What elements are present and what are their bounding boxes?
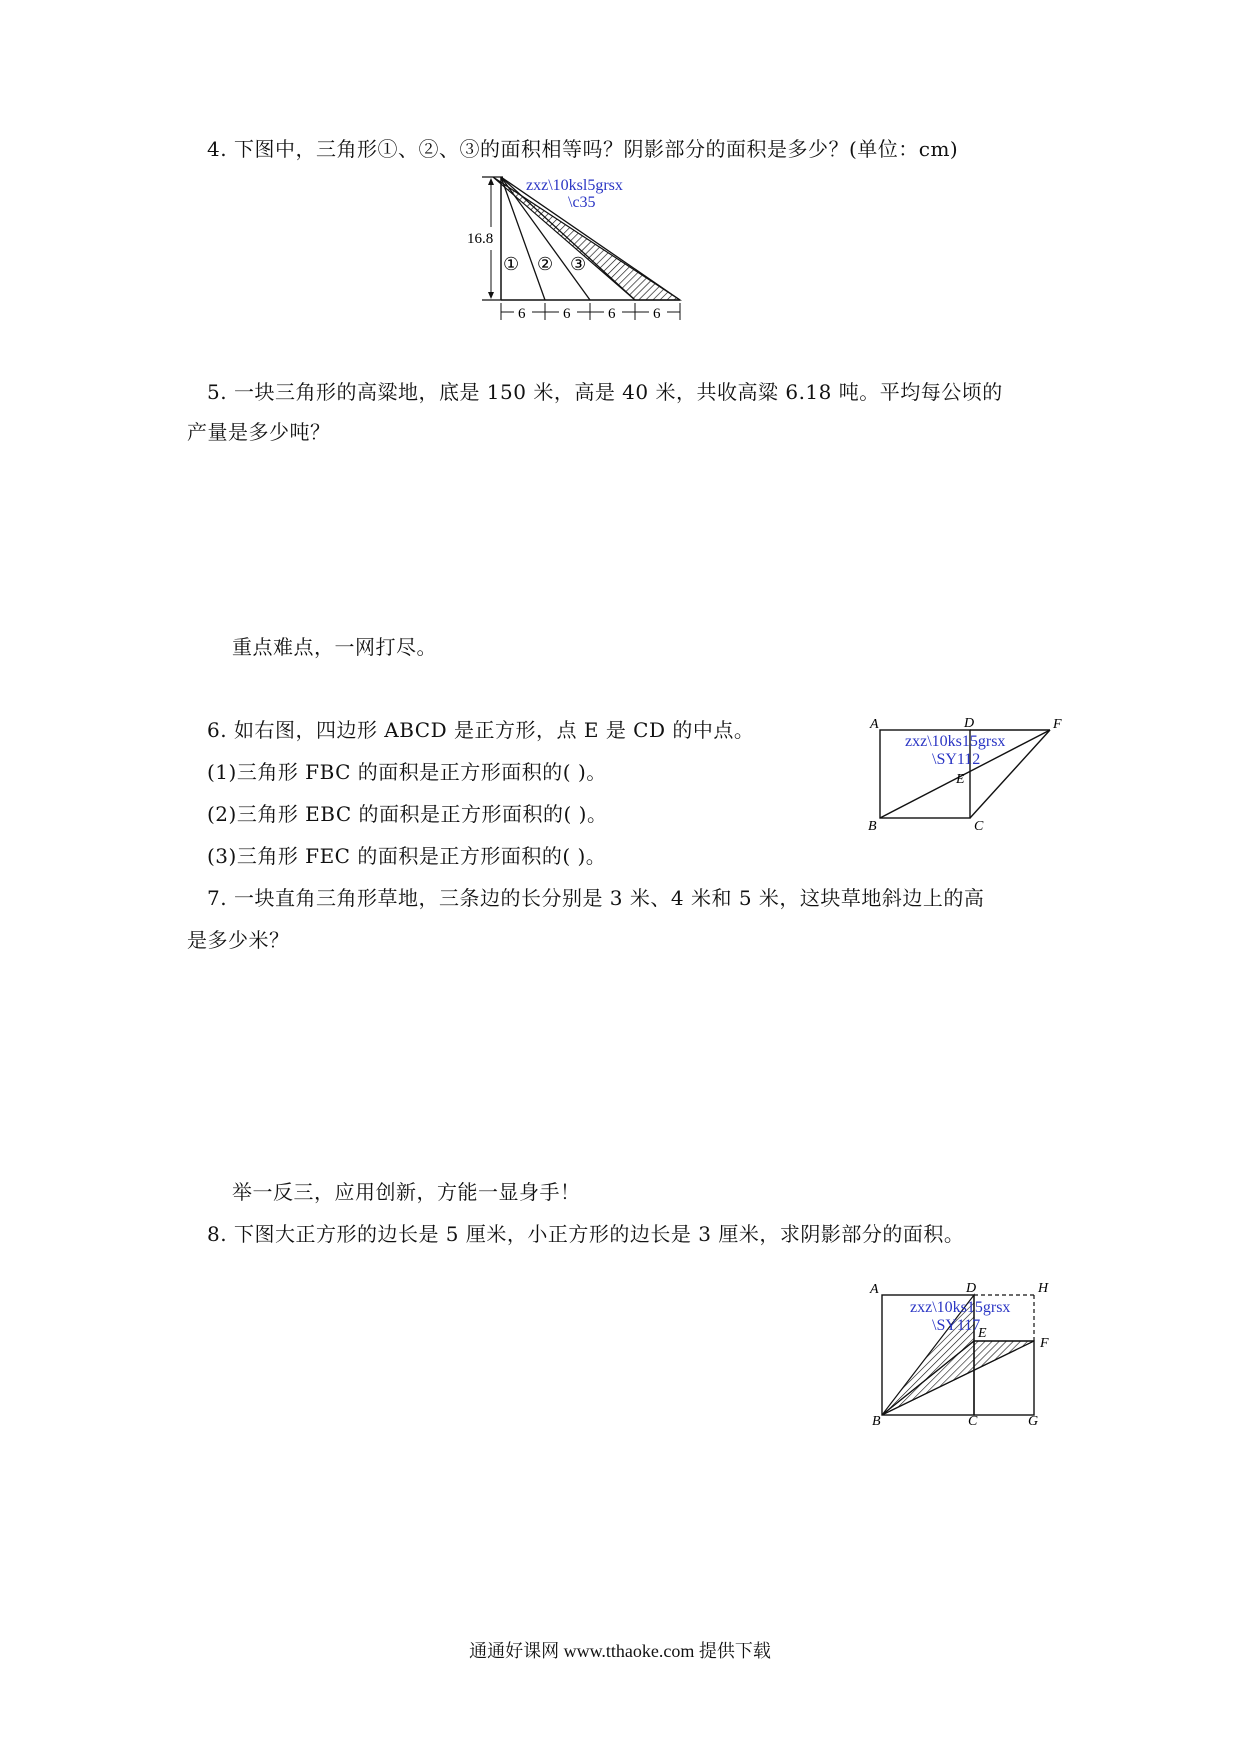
point-label: D [966, 1281, 977, 1296]
problem-6-stem: 6. 如右图，四边形 ABCD 是正方形，点 E 是 CD 的中点。 [207, 718, 755, 742]
problem-4-text: 4. 下图中，三角形①、②、③的面积相等吗？阴影部分的面积是多少？(单位：cm) [207, 137, 959, 161]
problem-7-line2: 是多少米？ [187, 928, 290, 952]
point-label: B [868, 819, 877, 830]
side-1 [501, 177, 545, 300]
problem-6-figure [860, 710, 1070, 830]
point-label: F [1053, 717, 1062, 732]
point-label: A [870, 1282, 879, 1297]
problem-8-text: 8. 下图大正方形的边长是 5 厘米，小正方形的边长是 3 厘米，求阴影部分的面积。 [207, 1222, 965, 1246]
problem-6-q1: (1)三角形 FBC 的面积是正方形面积的( )。 [207, 760, 607, 784]
problem-5-line2: 产量是多少吨？ [187, 420, 331, 444]
triangle-label-2: ② [537, 254, 554, 274]
point-label: G [1028, 1414, 1039, 1425]
section-heading: 举一反三，应用创新，方能一显身手！ [232, 1180, 581, 1204]
watermark-text: zxz\10ksl5grsx [526, 177, 623, 194]
watermark-text: \c35 [568, 194, 596, 211]
point-label: H [1038, 1281, 1049, 1296]
segment-label: 6 [653, 306, 661, 322]
height-label: 16.8 [467, 231, 494, 247]
watermark-text: zxz\10ks15grsx [910, 1299, 1011, 1316]
section-heading: 重点难点，一网打尽。 [232, 635, 437, 659]
point-label: D [964, 716, 975, 731]
watermark-text: zxz\10ks15grsx [905, 733, 1006, 750]
page-footer: 通通好课网 www.tthaoke.com 提供下载 [469, 1641, 771, 1661]
problem-6-q3: (3)三角形 FEC 的面积是正方形面积的( )。 [207, 844, 607, 868]
problem-4-figure [455, 165, 695, 325]
triangle-label-1: ① [503, 254, 520, 274]
segment-label: 6 [563, 306, 571, 322]
triangle-label-3: ③ [570, 254, 587, 274]
problem-5-line1: 5. 一块三角形的高粱地，底是 150 米，高是 40 米，共收高粱 6.18 吨。平均每公顷的 [207, 380, 1003, 404]
point-label: E [978, 1326, 987, 1341]
point-label: F [1040, 1336, 1049, 1351]
problem-8-figure [860, 1275, 1070, 1425]
segment-label: 6 [608, 306, 616, 322]
point-label: A [870, 717, 879, 732]
point-label: E [956, 772, 965, 787]
point-label: C [968, 1414, 978, 1425]
problem-7-line1: 7. 一块直角三角形草地，三条边的长分别是 3 米、4 米和 5 米，这块草地斜边上的高 [207, 886, 985, 910]
point-label: C [974, 819, 984, 830]
problem-6-q2: (2)三角形 EBC 的面积是正方形面积的( )。 [207, 802, 608, 826]
watermark-text: \SY117 [932, 1317, 981, 1334]
watermark-text: \SY112 [932, 751, 981, 768]
point-label: B [872, 1414, 881, 1425]
segment-label: 6 [518, 306, 526, 322]
